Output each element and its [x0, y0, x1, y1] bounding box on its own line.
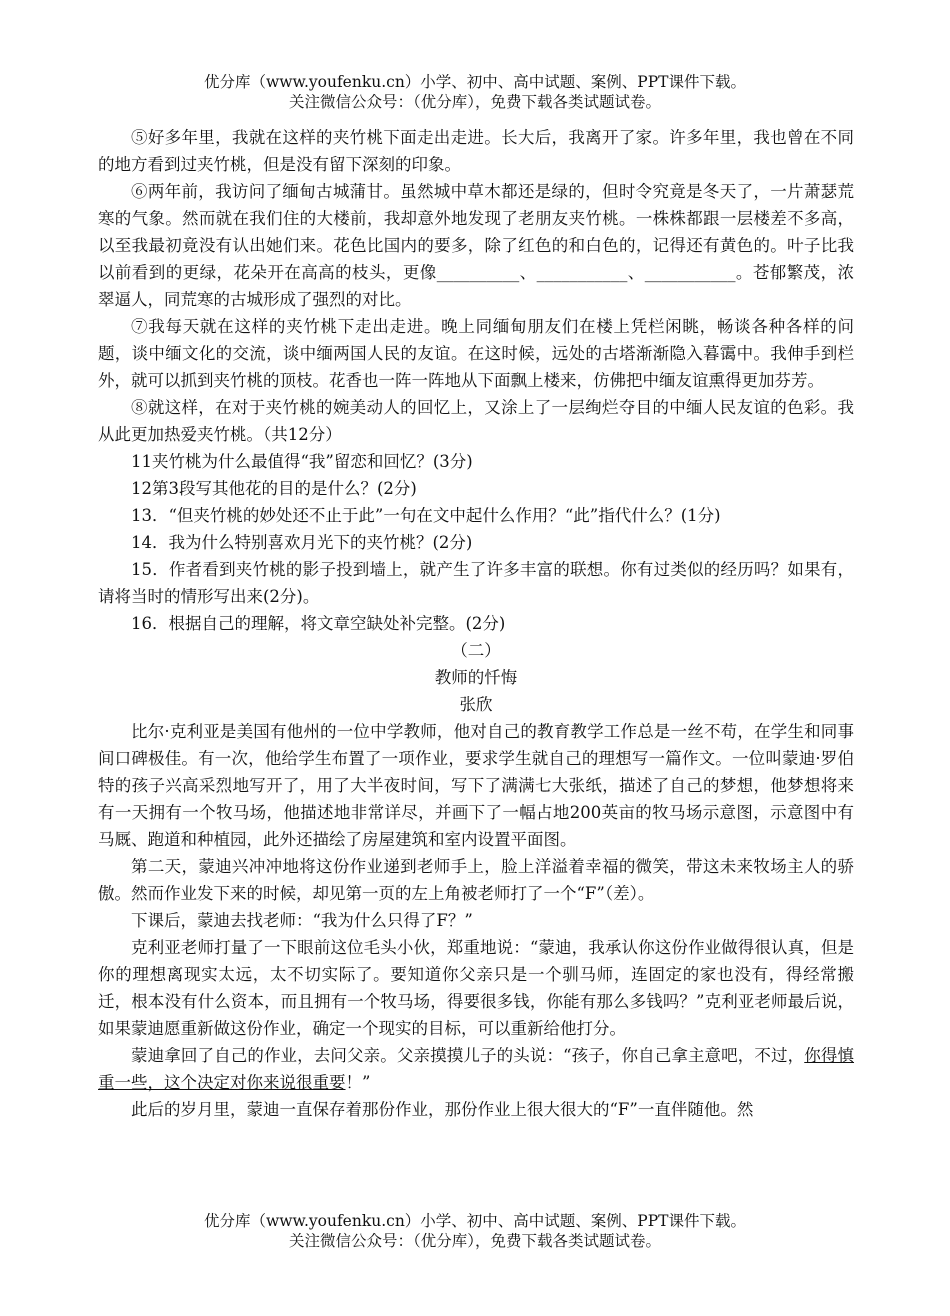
article-paragraph-5	[98, 1042, 854, 1096]
paragraph-5-end: ！”	[345, 1073, 371, 1092]
header-line-1: 优分库（www.youfenku.cn）小学、初中、高中试题、案例、PPT课件下载。	[203, 73, 747, 91]
page-header	[0, 72, 950, 112]
article-paragraph-2: 第二天，蒙迪兴冲冲地将这份作业递到老师手上，脸上洋溢着幸福的微笑，带这未来牧场主人的骄傲。然而作业发下来的时候，却见第一页的左上角被老师打了一个“F”（差）。	[98, 857, 854, 903]
article-title: 教师的忏悔	[434, 668, 518, 687]
document-body	[98, 124, 854, 1123]
paragraph-5: ⑤好多年里，我就在这样的夹竹桃下面走出走进。长大后，我离开了家。许多年里，我也曾在不同的地方看到过夹竹桃，但是没有留下深刻的印象。	[98, 128, 854, 174]
question-16: 16．根据自己的理解，将文章空缺处补完整。(2分)	[131, 614, 506, 633]
article-paragraph-1: 比尔·克利亚是美国有他州的一位中学教师，他对自己的教育教学工作总是一丝不苟，在学生和同事间口碑极佳。有一次，他给学生布置了一项作业，要求学生就自己的理想写一篇作文。一位叫蒙迪·罗伯特的孩子兴高采烈地写开了，用了大半夜时间，写下了满满七大张纸，描述了自己的梦想，他梦想将来有一天拥有一个牧马场，他描述地非常详尽，并画下了一幅占地200英亩的牧马场示意图，示意图中有马厩、跑道和种植园，此外还描绘了房屋建筑和室内设置平面图。	[98, 722, 854, 849]
question-14: 14．我为什么特别喜欢月光下的夹竹桃？(2分)	[131, 533, 473, 552]
article-paragraph-3: 下课后，蒙迪去找老师：“我为什么只得了F？”	[131, 911, 473, 930]
article-paragraph-4: 克利亚老师打量了一下眼前这位毛头小伙，郑重地说：“蒙迪，我承认你这份作业做得很认真，但是你的理想离现实太远，太不切实际了。要知道你父亲只是一个驯马师，连固定的家也没有，得经常搬迁，根本没有什么资本，而且拥有一个牧马场，得要很多钱，你能有那么多钱吗？”克利亚老师最后说，如果蒙迪愿重新做这份作业，确定一个现实的目标，可以重新给他打分。	[98, 938, 854, 1038]
article-author: 张欣	[459, 695, 493, 714]
footer-line-2: 关注微信公众号：（优分库），免费下载各类试题试卷。	[288, 1232, 661, 1250]
question-11: 11夹竹桃为什么最值得“我”留恋和回忆？(3分)	[131, 452, 473, 471]
question-12: 12第3段写其他花的目的是什么？(2分)	[131, 479, 417, 498]
underlined-sentence: 你得慎重一些，这个决定对你来说很重要	[98, 1046, 855, 1092]
header-line-2: 关注微信公众号：（优分库），免费下载各类试题试卷。	[288, 93, 661, 111]
section-number: （二）	[451, 641, 501, 660]
paragraph-7: ⑦我每天就在这样的夹竹桃下走出走进。晚上同缅甸朋友们在楼上凭栏闲眺，畅谈各种各样的问题，谈中缅文化的交流，谈中缅两国人民的友谊。在这时候，远处的古塔渐渐隐入暮霭中。我伸手到栏外，就可以抓到夹竹桃的顶枝。花香也一阵一阵地从下面飘上楼来，仿佛把中缅友谊熏得更加芬芳。	[98, 317, 854, 390]
paragraph-6: ⑥两年前，我访问了缅甸古城蒲甘。虽然城中草木都还是绿的，但时令究竟是冬天了，一片萧瑟荒寒的气象。然而就在我们住的大楼前，我却意外地发现了老朋友夹竹桃。一株株都跟一层楼差不多高，以至我最初竟没有认出她们来。花色比国内的要多，除了红色的和白色的，记得还有黄色的。叶子比我以前看到的更绿，花朵开在高高的枝头，更像__________、___________、___________。苍郁繁茂，浓翠逼人，同荒寒的古城形成了强烈的对比。	[98, 182, 854, 309]
page-footer	[0, 1211, 950, 1251]
paragraph-5-start: 蒙迪拿回了自己的作业，去问父亲。父亲摸摸儿子的头说：“孩子，你自己拿主意吧，不过，	[131, 1046, 805, 1065]
paragraph-8: ⑧就这样，在对于夹竹桃的婉美动人的回忆上，又涂上了一层绚烂夺目的中缅人民友谊的色彩。我从此更加热爱夹竹桃。（共12分）	[98, 398, 854, 444]
article-paragraph-6: 此后的岁月里，蒙迪一直保存着那份作业，那份作业上很大很大的“F”一直伴随他。然	[131, 1100, 754, 1119]
footer-line-1: 优分库（www.youfenku.cn）小学、初中、高中试题、案例、PPT课件下载。	[203, 1212, 747, 1230]
question-13: 13．“但夹竹桃的妙处还不止于此”一句在文中起什么作用？“此”指代什么？(1分)	[131, 506, 721, 525]
question-15: 15．作者看到夹竹桃的影子投到墙上，就产生了许多丰富的联想。你有过类似的经历吗？如果有，请将当时的情形写出来(2分)。	[98, 560, 854, 606]
